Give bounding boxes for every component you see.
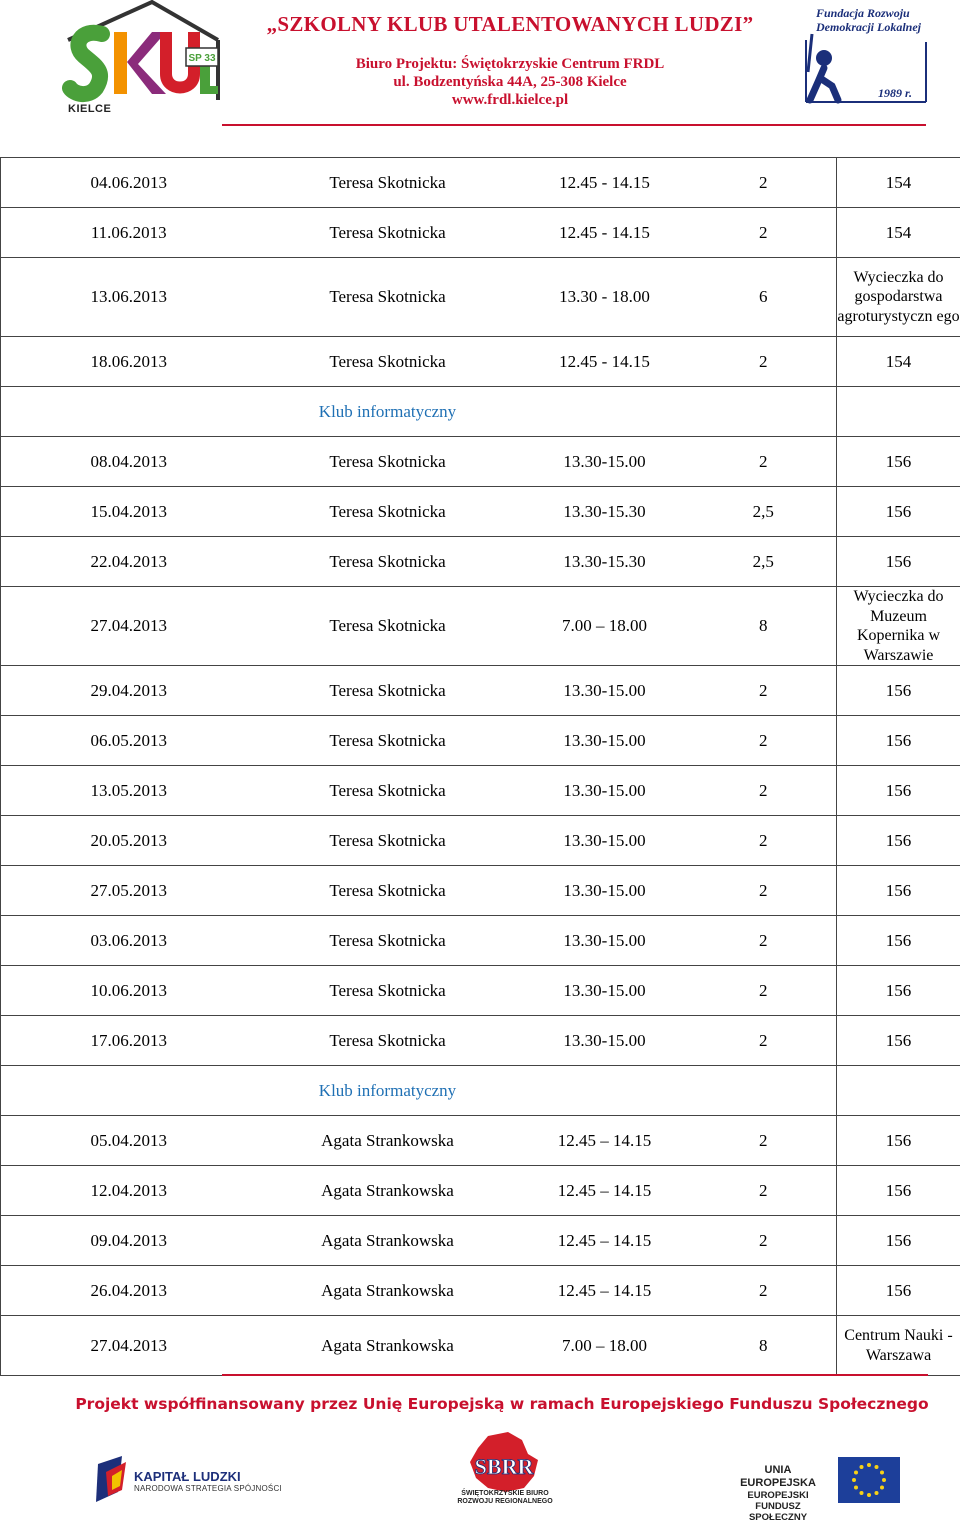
time-cell: 7.00 – 18.00 [519,1316,691,1376]
hours-cell: 2 [691,337,837,387]
teacher-cell: Agata Strankowska [257,1116,519,1166]
teacher-cell: Teresa Skotnicka [257,766,519,816]
date-cell: 10.06.2013 [1,966,257,1016]
time-cell: 13.30-15.00 [519,666,691,716]
frdl-name [816,6,921,34]
time-cell: 12.45 - 14.15 [519,208,691,258]
footer-project-line: Projekt współfinansowany przez Unię Europejską w ramach Europejskiego Funduszu Społecznego [0,1395,960,1413]
table-row [1,716,960,766]
empty-cell [519,387,837,437]
teacher-cell: Agata Strankowska [257,1216,519,1266]
eu-star-icon [860,1465,864,1469]
sbrr-text [455,1490,555,1506]
table-row [1,766,960,816]
table-row [1,1166,960,1216]
page-header [0,0,960,128]
time-cell: 13.30-15.00 [519,766,691,816]
time-cell: 13.30-15.00 [519,916,691,966]
table-row [1,916,960,966]
room-cell: 156 [837,766,960,816]
date-cell: 03.06.2013 [1,916,257,966]
hours-cell: 2 [691,916,837,966]
time-cell: 12.45 – 14.15 [519,1166,691,1216]
hours-cell: 2 [691,437,837,487]
sbrr-subtitle-2: ROZWOJU REGIONALNEGO [455,1498,555,1506]
hours-cell: 2 [691,1216,837,1266]
eu-star-icon [880,1486,884,1490]
teacher-cell: Agata Strankowska [257,1316,519,1376]
hours-cell: 2 [691,816,837,866]
time-cell: 12.45 – 14.15 [519,1266,691,1316]
table-row [1,587,960,666]
time-cell: 13.30 - 18.00 [519,258,691,337]
date-cell: 17.06.2013 [1,1016,257,1066]
table-row [1,258,960,337]
table-row [1,966,960,1016]
time-cell: 13.30-15.00 [519,866,691,916]
time-cell: 12.45 – 14.15 [519,1216,691,1266]
date-cell: 27.04.2013 [1,587,257,666]
hours-cell: 2,5 [691,537,837,587]
room-cell: 156 [837,666,960,716]
time-cell: 13.30-15.30 [519,537,691,587]
room-cell: Centrum Nauki - Warszawa [837,1316,960,1376]
room-cell: 156 [837,816,960,866]
hours-cell: 2 [691,208,837,258]
frdl-name-line2: Demokracji Lokalnej [816,20,921,34]
table-row [1,1316,960,1376]
room-cell: 156 [837,1216,960,1266]
hours-cell: 2 [691,666,837,716]
table-row [1,537,960,587]
room-cell: 156 [837,916,960,966]
teacher-cell: Agata Strankowska [257,1266,519,1316]
room-cell: Wycieczka do gospodarstwa agroturystyczn ego [837,258,960,337]
table-row [1,1116,960,1166]
eu-star-icon [852,1478,856,1482]
hours-cell: 8 [691,1316,837,1376]
teacher-cell: Teresa Skotnicka [257,716,519,766]
hours-cell: 2 [691,966,837,1016]
header-center-block [230,12,790,109]
skul-badge: SP 33 [188,53,215,64]
section-label: Klub informatyczny [257,387,519,437]
eu-subtitle-1: EUROPEJSKI [728,1490,828,1501]
teacher-cell: Teresa Skotnicka [257,258,519,337]
eu-star-icon [854,1486,858,1490]
time-cell: 13.30-15.00 [519,716,691,766]
table-row [1,1266,960,1316]
date-cell: 11.06.2013 [1,208,257,258]
date-cell: 15.04.2013 [1,487,257,537]
room-cell: 156 [837,1016,960,1066]
frdl-name-line1: Fundacja Rozwoju [816,6,921,20]
date-cell: 12.04.2013 [1,1166,257,1216]
sbrr-logo-text: SBRR [475,1454,535,1479]
date-cell: 04.06.2013 [1,158,257,208]
hours-cell: 2 [691,866,837,916]
teacher-cell: Teresa Skotnicka [257,816,519,866]
room-cell: 156 [837,537,960,587]
date-cell: 27.05.2013 [1,866,257,916]
time-cell: 12.45 – 14.15 [519,1116,691,1166]
hours-cell: 2 [691,158,837,208]
room-cell: 156 [837,1166,960,1216]
room-cell: 156 [837,1116,960,1166]
time-cell: 12.45 - 14.15 [519,158,691,208]
date-cell: 05.04.2013 [1,1116,257,1166]
eu-star-icon [882,1478,886,1482]
teacher-cell: Teresa Skotnicka [257,337,519,387]
room-cell: 156 [837,437,960,487]
hours-cell: 2 [691,1166,837,1216]
header-title: „SZKOLNY KLUB UTALENTOWANYCH LUDZI” [230,12,790,37]
room-cell: 154 [837,337,960,387]
eu-star-icon [867,1463,871,1467]
schedule-table [0,157,960,1376]
empty-cell [837,387,960,437]
teacher-cell: Teresa Skotnicka [257,537,519,587]
table-row [1,337,960,387]
empty-cell [1,1066,257,1116]
hours-cell: 8 [691,587,837,666]
eu-flag-icon [838,1457,900,1503]
eu-title: UNIA EUROPEJSKA [728,1464,828,1490]
teacher-cell: Teresa Skotnicka [257,1016,519,1066]
skul-logo [62,0,224,120]
room-cell: 156 [837,487,960,537]
footer-divider [222,1374,928,1376]
room-cell: 154 [837,158,960,208]
header-address-line: ul. Bodzentyńska 44A, 25-308 Kielce [230,73,790,91]
schedule-table-body [1,158,960,1376]
hours-cell: 2 [691,716,837,766]
table-row [1,866,960,916]
table-row [1,1216,960,1266]
room-cell: 156 [837,866,960,916]
eu-star-icon [875,1465,879,1469]
room-cell: 154 [837,208,960,258]
section-row [1,387,960,437]
date-cell: 13.05.2013 [1,766,257,816]
teacher-cell: Teresa Skotnicka [257,158,519,208]
header-website-link[interactable]: www.frdl.kielce.pl [230,91,790,109]
table-row [1,208,960,258]
table-row [1,666,960,716]
empty-cell [1,387,257,437]
empty-cell [837,1066,960,1116]
teacher-cell: Teresa Skotnicka [257,208,519,258]
room-cell: 156 [837,716,960,766]
teacher-cell: Teresa Skotnicka [257,437,519,487]
date-cell: 06.05.2013 [1,716,257,766]
time-cell: 13.30-15.30 [519,487,691,537]
date-cell: 13.06.2013 [1,258,257,337]
hours-cell: 6 [691,258,837,337]
room-cell: 156 [837,1266,960,1316]
room-cell: Wycieczka do Muzeum Kopernika w Warszawie [837,587,960,666]
date-cell: 29.04.2013 [1,666,257,716]
time-cell: 7.00 – 18.00 [519,587,691,666]
room-cell: 156 [837,966,960,1016]
kapital-ludzki-subtitle: NARODOWA STRATEGIA SPÓJNOŚCI [134,1484,282,1494]
time-cell: 13.30-15.00 [519,966,691,1016]
eu-text [728,1464,828,1523]
teacher-cell: Teresa Skotnicka [257,866,519,916]
empty-cell [519,1066,837,1116]
frdl-year: 1989 r. [878,86,912,101]
hours-cell: 2 [691,766,837,816]
teacher-cell: Agata Strankowska [257,1166,519,1216]
header-divider [222,124,926,126]
skul-city-label: KIELCE [68,103,111,115]
teacher-cell: Teresa Skotnicka [257,666,519,716]
time-cell: 13.30-15.00 [519,816,691,866]
teacher-cell: Teresa Skotnicka [257,916,519,966]
sbrr-subtitle-1: ŚWIĘTOKRZYSKIE BIURO [455,1490,555,1498]
eu-subtitle-2: FUNDUSZ SPOŁECZNY [728,1501,828,1523]
teacher-cell: Teresa Skotnicka [257,587,519,666]
kapital-ludzki-title: KAPITAŁ LUDZKI [134,1470,282,1484]
date-cell: 09.04.2013 [1,1216,257,1266]
kapital-ludzki-text [134,1470,282,1494]
table-row [1,1016,960,1066]
eu-star-icon [860,1491,864,1495]
hours-cell: 2 [691,1266,837,1316]
time-cell: 13.30-15.00 [519,437,691,487]
hours-cell: 2 [691,1116,837,1166]
hours-cell: 2 [691,1016,837,1066]
eu-star-icon [880,1471,884,1475]
time-cell: 13.30-15.00 [519,1016,691,1066]
section-label: Klub informatyczny [257,1066,519,1116]
time-cell: 12.45 - 14.15 [519,337,691,387]
table-row [1,816,960,866]
teacher-cell: Teresa Skotnicka [257,966,519,1016]
header-office-line: Biuro Projektu: Świętokrzyskie Centrum FRDL [230,55,790,73]
teacher-cell: Teresa Skotnicka [257,487,519,537]
table-row [1,158,960,208]
date-cell: 27.04.2013 [1,1316,257,1376]
date-cell: 18.06.2013 [1,337,257,387]
date-cell: 22.04.2013 [1,537,257,587]
table-row [1,437,960,487]
table-row [1,487,960,537]
date-cell: 26.04.2013 [1,1266,257,1316]
eu-star-icon [867,1493,871,1497]
section-row [1,1066,960,1116]
date-cell: 08.04.2013 [1,437,257,487]
hours-cell: 2,5 [691,487,837,537]
date-cell: 20.05.2013 [1,816,257,866]
eu-star-icon [875,1491,879,1495]
eu-star-icon [854,1471,858,1475]
